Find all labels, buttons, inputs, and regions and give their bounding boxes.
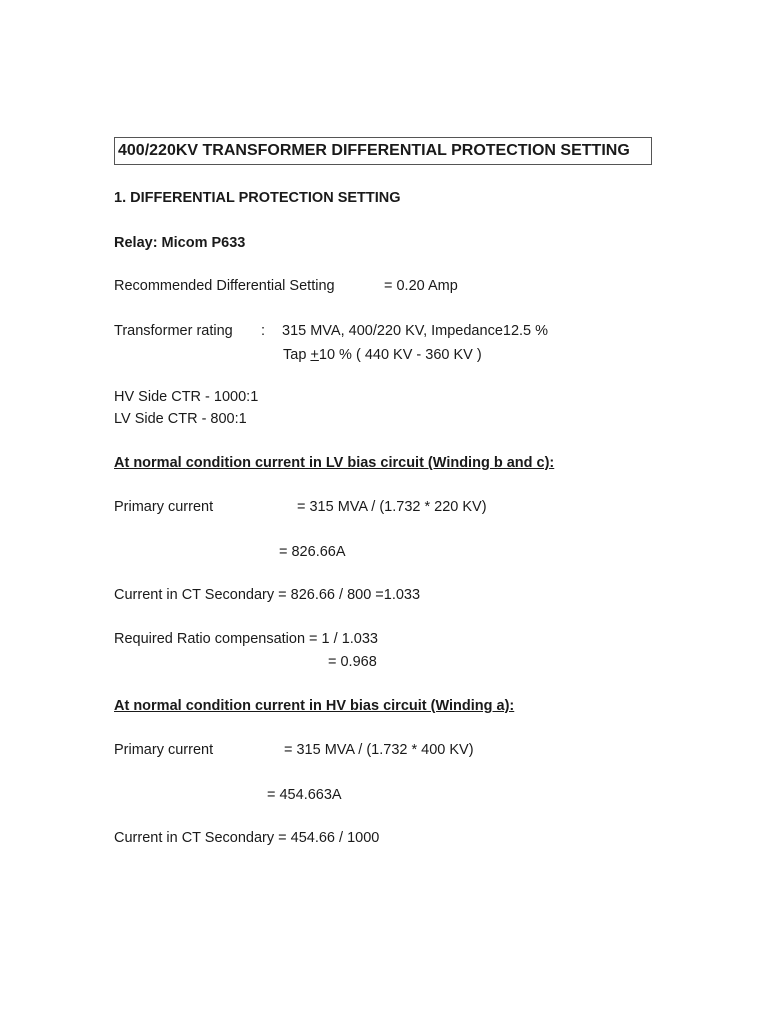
lv-primary-current-label: Primary current <box>114 499 214 515</box>
lv-ratio-compensation: Required Ratio compensation = 1 / 1.033 <box>114 631 378 647</box>
lv-bias-heading: At normal condition current in LV bias circuit (Winding b and c): <box>114 455 555 471</box>
hv-primary-current-result: = 454.663A <box>267 787 342 803</box>
section-heading-differential: 1. DIFFERENTIAL PROTECTION SETTING <box>114 190 401 206</box>
transformer-rating-label: Transformer rating <box>114 323 233 339</box>
lv-primary-current-result: = 826.66A <box>279 544 346 560</box>
lv-ct-secondary-current: Current in CT Secondary = 826.66 / 800 =1.033 <box>114 587 421 603</box>
transformer-rating-value: 315 MVA, 400/220 KV, Impedance12.5 % <box>282 323 549 339</box>
document-title: 400/220KV TRANSFORMER DIFFERENTIAL PROTECTION SETTING <box>114 137 652 165</box>
hv-bias-heading: At normal condition current in HV bias circuit (Winding a): <box>114 698 515 714</box>
hv-ct-secondary-current: Current in CT Secondary = 454.66 / 1000 <box>114 830 380 846</box>
recommended-setting-label: Recommended Differential Setting <box>114 278 335 294</box>
transformer-tap-range <box>283 346 482 364</box>
lv-primary-current-formula: = 315 MVA / (1.732 * 220 KV) <box>297 499 487 515</box>
hv-primary-current-label: Primary current <box>114 742 214 758</box>
hv-primary-current-formula: = 315 MVA / (1.732 * 400 KV) <box>284 742 474 758</box>
relay-label: Relay: Micom P633 <box>114 235 246 251</box>
hv-side-ctr: HV Side CTR - 1000:1 <box>114 389 259 405</box>
tap-plus-sign: + <box>310 347 319 363</box>
recommended-setting-value: = 0.20 Amp <box>384 278 458 294</box>
transformer-rating-separator: : <box>261 323 266 339</box>
tap-rest: 10 % ( 440 KV - 360 KV ) <box>318 347 482 363</box>
tap-prefix: Tap <box>283 347 311 363</box>
lv-ratio-compensation-result: = 0.968 <box>328 654 377 670</box>
lv-side-ctr: LV Side CTR - 800:1 <box>114 411 247 427</box>
